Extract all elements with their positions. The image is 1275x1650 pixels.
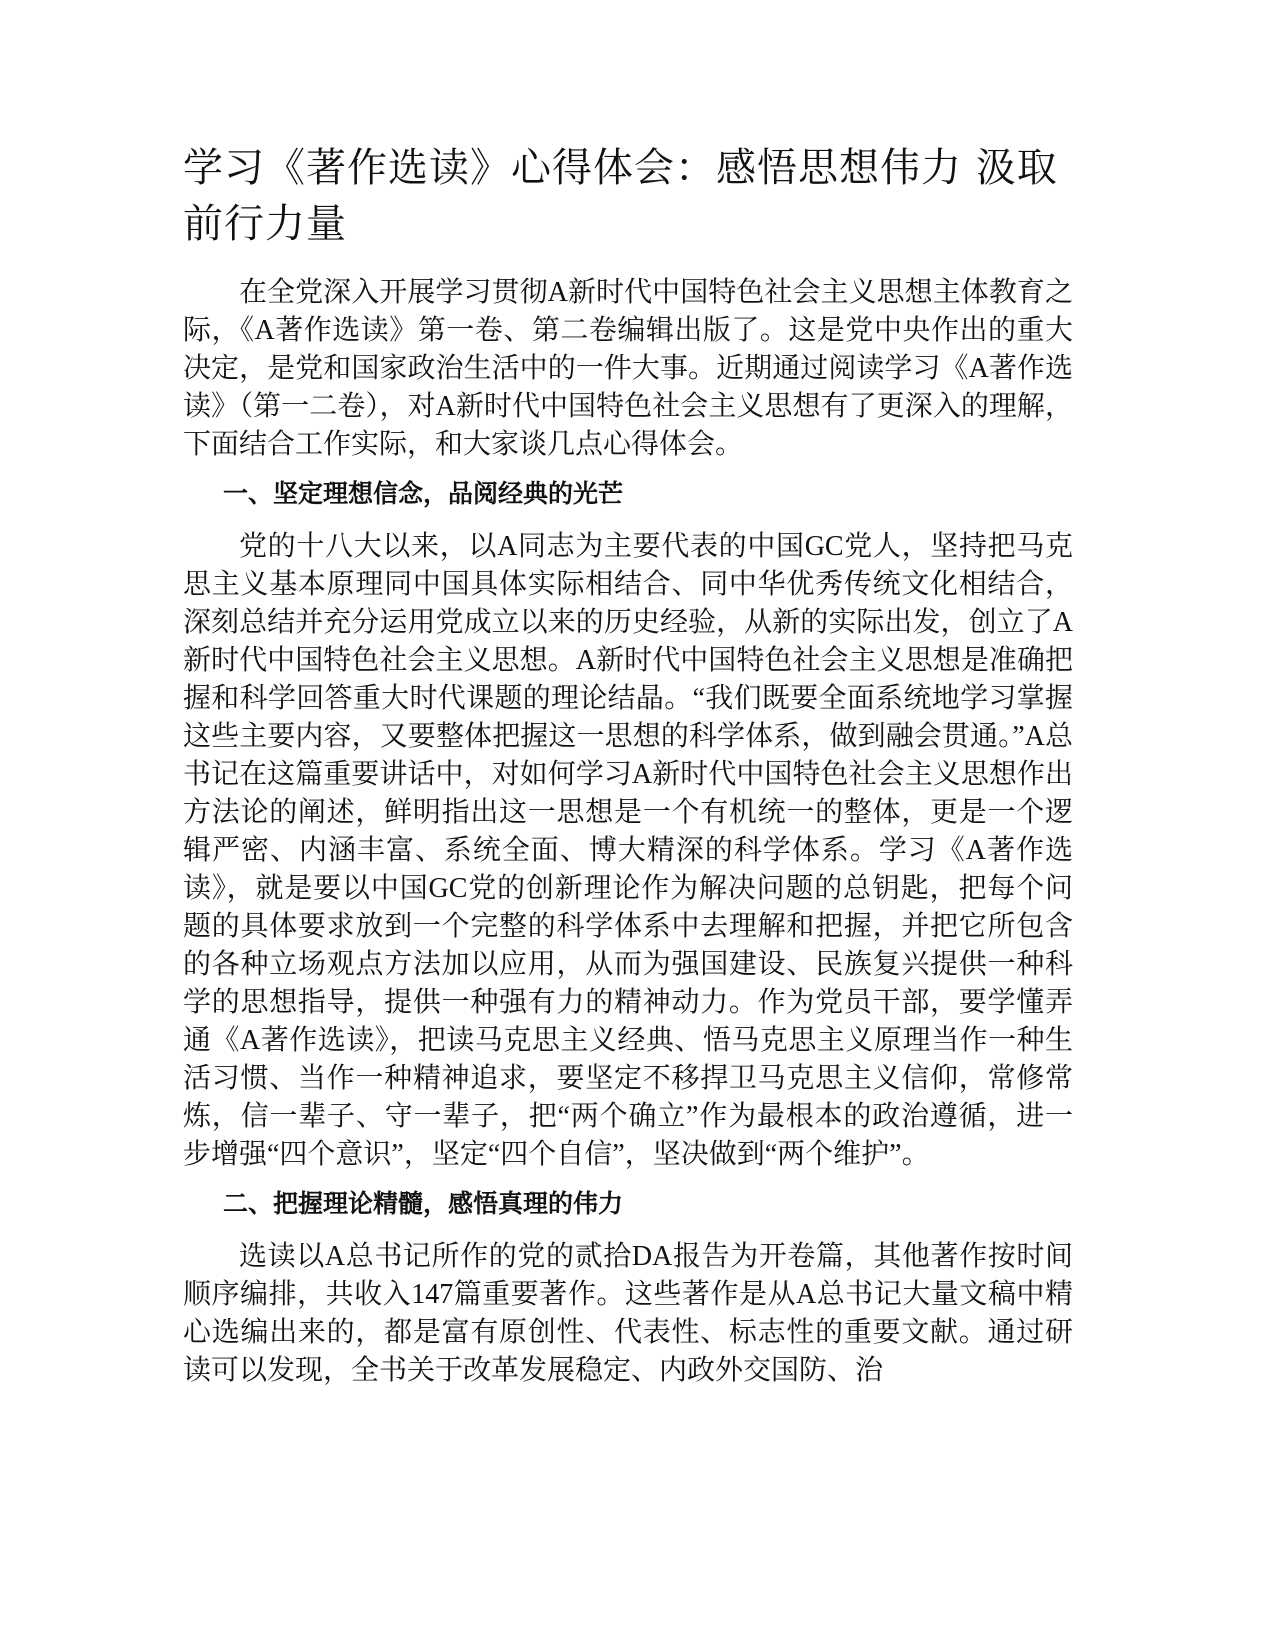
document-content	[183, 140, 1073, 1402]
intro-paragraph: 在全党深入开展学习贯彻A新时代中国特色社会主义思想主体教育之际，《A著作选读》第一卷、第二卷编辑出版了。这是党中央作出的重大决定，是党和国家政治生活中的一件大事。近期通过阅读学习《A著作选读》（第一二卷），对A新时代中国特色社会主义思想有了更深入的理解，下面结合工作实际，和大家谈几点心得体会。	[183, 277, 1073, 460]
section-heading-2: 二、把握理论精髓，感悟真理的伟力	[223, 1189, 624, 1218]
document-title: 学习《著作选读》心得体会：感悟思想伟力 汲取前行力量	[183, 145, 1058, 247]
section-heading-1: 一、坚定理想信念，品阅经典的光芒	[223, 479, 624, 508]
section-body-2: 选读以A总书记所作的党的贰拾DA报告为开卷篇，其他著作按时间顺序编排，共收入147篇重要著作。这些著作是从A总书记大量文稿中精心选编出来的，都是富有原创性、代表性、标志性的重要文献。通过研读可以发现，全书关于改革发展稳定、内政外交国防、治	[183, 1241, 1073, 1386]
section-body-1: 党的十八大以来，以A同志为主要代表的中国GC党人，坚持把马克思主义基本原理同中国具体实际相结合、同中华优秀传统文化相结合，深刻总结并充分运用党成立以来的历史经验，从新的实际出发，创立了A新时代中国特色社会主义思想。A新时代中国特色社会主义思想是准确把握和科学回答重大时代课题的理论结晶。“我们既要全面系统地学习掌握这些主要内容，又要整体把握这一思想的科学体系，做到融会贯通。”A总书记在这篇重要讲话中，对如何学习A新时代中国特色社会主义思想作出方法论的阐述，鲜明指出这一思想是一个有机统一的整体，更是一个逻辑严密、内涵丰富、系统全面、博大精深的科学体系。学习《A著作选读》，就是要以中国GC党的创新理论作为解决问题的总钥匙，把每个问题的具体要求放到一个完整的科学体系中去理解和把握，并把它所包含的各种立场观点方法加以应用，从而为强国建设、民族复兴提供一种科学的思想指导，提供一种强有力的精神动力。作为党员干部，要学懂弄通《A著作选读》，把读马克思主义经典、悟马克思主义原理当作一种生活习惯、当作一种精神追求，要坚定不移捍卫马克思主义信仰，常修常炼，信一辈子、守一辈子，把“两个确立”作为最根本的政治遵循，进一步增强“四个意识”，坚定“四个自信”，坚决做到“两个维护”。	[183, 531, 1073, 1170]
